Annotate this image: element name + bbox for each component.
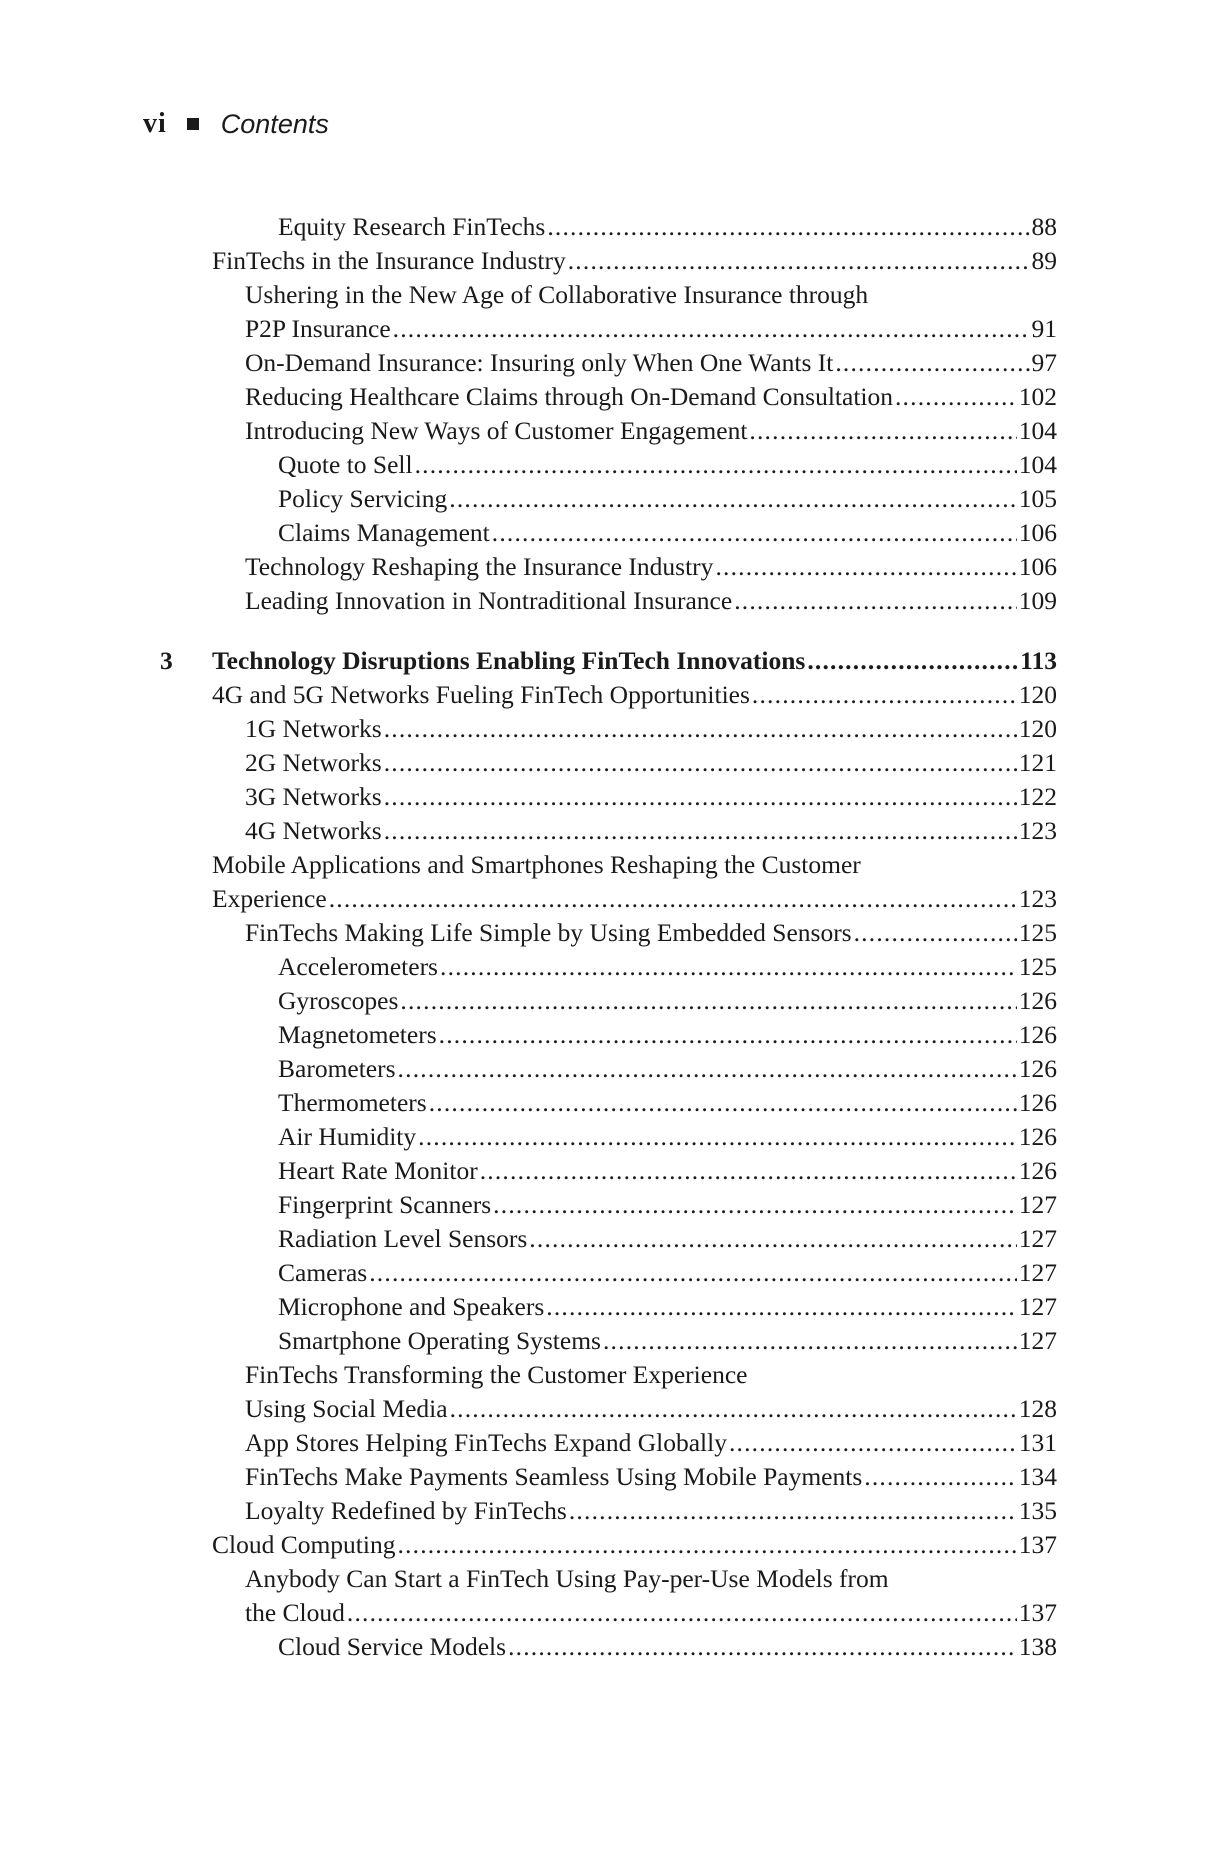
toc-entry-page: 123 [1018,816,1057,845]
square-bullet-icon [187,118,199,130]
toc-entry-page: 125 [1018,952,1057,981]
toc-entry [245,346,1057,380]
toc-entry-page: 134 [1018,1462,1057,1491]
chapter-page: 113 [1020,646,1057,675]
dot-leader [895,380,1017,414]
toc-entry-title: Introducing New Ways of Customer Engagement [245,416,748,445]
toc-entry-title: Magnetometers [278,1020,437,1049]
toc-entry-title: App Stores Helping FinTechs Expand Globally [245,1428,727,1457]
dot-leader [749,414,1016,448]
toc-entry-title: Loyalty Redefined by FinTechs [245,1496,567,1525]
dot-leader [384,780,1017,814]
toc-entry-page: 121 [1018,748,1057,777]
dot-leader [493,1188,1017,1222]
toc-entry-title: Barometers [278,1054,396,1083]
toc-entry-page: 127 [1018,1258,1057,1287]
toc-entry-page: 128 [1018,1394,1057,1423]
toc-entry-title-line1: Mobile Applications and Smartphones Reshaping the Customer [212,850,861,879]
toc-entry [278,984,1057,1018]
dot-leader [384,712,1017,746]
toc-entry [245,414,1057,448]
toc-entry [245,712,1057,746]
toc-entry-page: 131 [1018,1428,1057,1457]
toc-entry-page: 126 [1018,986,1057,1015]
toc-entry [278,1256,1057,1290]
toc-entry-page: 137 [1018,1530,1057,1559]
toc-entry-title: the Cloud [245,1598,345,1627]
dot-leader [835,346,1029,380]
dot-leader [398,1052,1017,1086]
dot-leader [734,584,1017,618]
toc-entry-page: 120 [1018,680,1057,709]
toc-entry-page: 126 [1018,1122,1057,1151]
toc-entry [245,1494,1057,1528]
dot-leader [369,1256,1017,1290]
dot-leader [384,746,1017,780]
dot-leader [393,312,1030,346]
toc-entry-title: 2G Networks [245,748,382,777]
toc-entry [278,516,1057,550]
toc-entry [245,916,1057,950]
toc-entry-page: 127 [1018,1292,1057,1321]
dot-leader [729,1426,1017,1460]
chapter-number: 3 [160,646,173,675]
toc-entry-title: Microphone and Speakers [278,1292,545,1321]
dot-leader [450,1392,1017,1426]
toc-entry-title: On-Demand Insurance: Insuring only When One Wants It [245,348,834,377]
toc-entry-title: Quote to Sell [278,450,413,479]
dot-leader [400,984,1016,1018]
toc-entry [212,882,1057,916]
toc-entry [278,950,1057,984]
toc-entry-title: FinTechs Making Life Simple by Using Embedded Sensors [245,918,852,947]
toc-entry-page: 88 [1031,212,1057,241]
toc-entry-title-line1: Anybody Can Start a FinTech Using Pay-per-Use Models from [245,1564,889,1593]
toc-entry-title: Smartphone Operating Systems [278,1326,601,1355]
toc-entry [278,482,1057,516]
toc-entry-page: 97 [1031,348,1057,377]
dot-leader [415,448,1017,482]
dot-leader [347,1596,1017,1630]
dot-leader [384,814,1017,848]
toc-entry [278,1222,1057,1256]
dot-leader [329,882,1017,916]
dot-leader [547,210,1029,244]
dot-leader [603,1324,1017,1358]
toc-entry-page: 104 [1018,450,1057,479]
toc-entry [278,448,1057,482]
toc-entry [278,1324,1057,1358]
toc-entry [245,814,1057,848]
toc-entry-page: 127 [1018,1326,1057,1355]
toc-entry-title: 1G Networks [245,714,382,743]
toc-entry [278,1018,1057,1052]
toc-entry-title: Gyroscopes [278,986,399,1015]
dot-leader [807,644,1018,678]
toc-entry-title: Leading Innovation in Nontraditional Insurance [245,586,733,615]
dot-leader [529,1222,1016,1256]
toc-entry [212,678,1057,712]
dot-leader [440,950,1017,984]
dot-leader [418,1120,1017,1154]
toc-entry-title: 4G Networks [245,816,382,845]
dot-leader [568,244,1030,278]
running-header-title: Contents [220,108,329,139]
toc-entry-page: 138 [1018,1632,1057,1661]
dot-leader [752,678,1017,712]
dot-leader [864,1460,1017,1494]
toc-entry [278,210,1057,244]
toc-entry-title: Heart Rate Monitor [278,1156,478,1185]
toc-entry-title: Cameras [278,1258,368,1287]
toc-entry-title: 4G and 5G Networks Fueling FinTech Opportunities [212,680,750,709]
toc-entry [278,1290,1057,1324]
toc-entry [278,1188,1057,1222]
toc-entry-page: 127 [1018,1224,1057,1253]
toc-entry-page: 89 [1031,246,1057,275]
toc-entry-title: Reducing Healthcare Claims through On-Demand Consultation [245,382,893,411]
toc-entry-title: Fingerprint Scanners [278,1190,492,1219]
toc-entry-page: 122 [1018,782,1057,811]
toc-entry [245,1426,1057,1460]
toc-entry-page: 106 [1018,518,1057,547]
toc-entry-title: Accelerometers [278,952,438,981]
toc-entry [278,1120,1057,1154]
toc-entry-page: 105 [1018,484,1057,513]
toc-entry-title: FinTechs in the Insurance Industry [212,246,566,275]
toc-entry-page: 126 [1018,1020,1057,1049]
toc-entry [245,1392,1057,1426]
dot-leader [480,1154,1017,1188]
dot-leader [429,1086,1017,1120]
toc-entry [245,380,1057,414]
chapter-title: Technology Disruptions Enabling FinTech Innovations [212,646,806,675]
toc-entry-page: 127 [1018,1190,1057,1219]
page-number: vi [143,108,167,139]
toc-entry [245,746,1057,780]
dot-leader [715,550,1016,584]
dot-leader [546,1290,1016,1324]
dot-leader [854,916,1017,950]
toc-entry-title: Technology Reshaping the Insurance Industry [245,552,714,581]
toc-entry-title: Policy Servicing [278,484,448,513]
toc-entry-page: 135 [1018,1496,1057,1525]
toc-entry [212,244,1057,278]
toc-entry-page: 104 [1018,416,1057,445]
dot-leader [492,516,1017,550]
toc-entry-page: 120 [1018,714,1057,743]
toc-entry-title: Radiation Level Sensors [278,1224,528,1253]
toc-entry [212,1528,1057,1562]
dot-leader [449,482,1016,516]
toc-entry [278,1154,1057,1188]
toc-entry [245,550,1057,584]
running-header [143,106,329,142]
chapter-heading [212,644,1057,678]
toc-entry [278,1630,1057,1664]
toc-entry [278,1052,1057,1086]
toc-entry [245,780,1057,814]
toc-entry-page: 109 [1018,586,1057,615]
dot-leader [508,1630,1017,1664]
toc-entry-title: Experience [212,884,327,913]
toc-entry [278,1086,1057,1120]
dot-leader [397,1528,1016,1562]
toc-entry [245,1460,1057,1494]
dot-leader [569,1494,1017,1528]
dot-leader [439,1018,1017,1052]
toc-entry-page: 91 [1031,314,1057,343]
toc-entry-title: Claims Management [278,518,490,547]
toc-entry [245,584,1057,618]
toc-entry-title: Thermometers [278,1088,427,1117]
toc-entry-page: 123 [1018,884,1057,913]
toc-entry-title: FinTechs Make Payments Seamless Using Mobile Payments [245,1462,863,1491]
toc-entry-title-line1: Ushering in the New Age of Collaborative Insurance through [245,280,869,309]
toc-entry-page: 126 [1018,1088,1057,1117]
toc-entry-page: 126 [1018,1156,1057,1185]
toc-entry-page: 102 [1018,382,1057,411]
toc-entry-page: 137 [1018,1598,1057,1627]
toc-entry-title: Cloud Service Models [278,1632,507,1661]
toc-entry-title-line1: FinTechs Transforming the Customer Experience [245,1360,748,1389]
toc-entry-page: 125 [1018,918,1057,947]
toc-entry-page: 106 [1018,552,1057,581]
toc-entry-title: Cloud Computing [212,1530,396,1559]
toc-entry-title: Equity Research FinTechs [278,212,546,241]
toc-entry [245,1596,1057,1630]
toc-entry [245,312,1057,346]
toc-entry-title: Using Social Media [245,1394,448,1423]
toc-entry-title: 3G Networks [245,782,382,811]
toc-entry-title: P2P Insurance [245,314,391,343]
toc-entry-page: 126 [1018,1054,1057,1083]
toc-entry-title: Air Humidity [278,1122,417,1151]
